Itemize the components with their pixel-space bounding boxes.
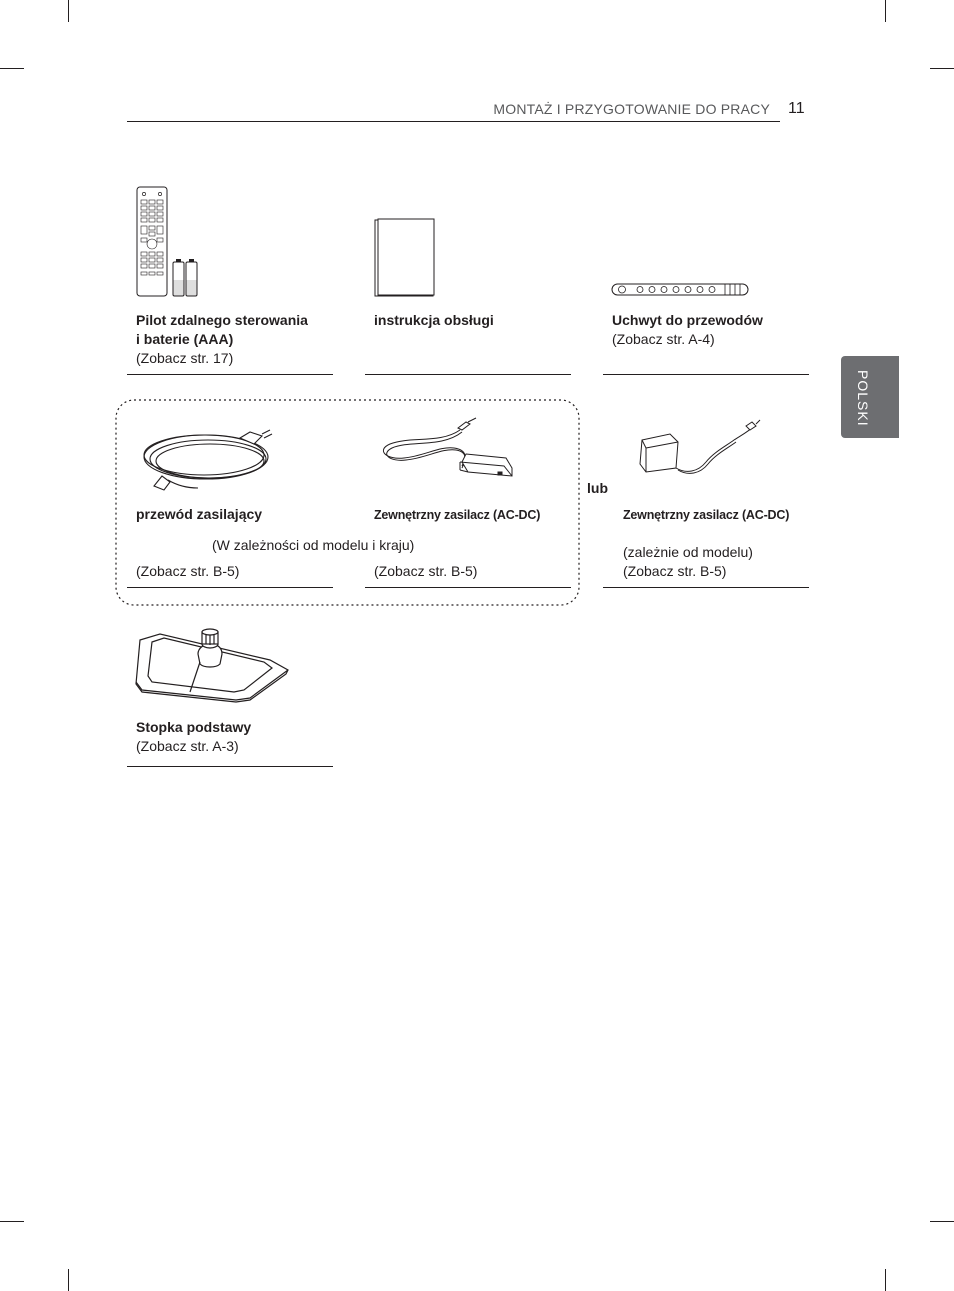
adapter2-title: Zewnętrzny zasilacz (AC-DC): [623, 508, 790, 522]
crop-mark: [885, 1269, 886, 1291]
section-title: MONTAŻ I PRZYGOTOWANIE DO PRACY: [493, 101, 770, 117]
stand-base-illustration: [134, 626, 294, 702]
stand-caption: [136, 718, 336, 756]
manual-rule: [365, 374, 571, 375]
remote-control-illustration: [136, 186, 200, 298]
language-tab-label: POLSKI: [855, 370, 871, 427]
or-label: lub: [587, 480, 608, 496]
stand-ref: (Zobacz str. A-3): [136, 738, 239, 754]
cable-holder-title: Uchwyt do przewodów: [612, 312, 763, 328]
stand-title: Stopka podstawy: [136, 719, 252, 735]
adapter1-rule: [365, 587, 571, 588]
cable-holder-rule: [603, 374, 809, 375]
language-tab: [841, 356, 899, 438]
wall-adapter-illustration: [636, 418, 766, 492]
manual-illustration: [374, 218, 436, 298]
cable-holder-illustration: [611, 282, 751, 298]
adapter2-note-ref: [623, 543, 823, 581]
crop-mark: [68, 1269, 69, 1291]
manual-caption: [374, 311, 574, 330]
adapter2-caption: [623, 505, 823, 525]
adapter2-note: (zależnie od modelu): [623, 544, 753, 560]
adapter2-rule: [603, 587, 809, 588]
crop-mark: [930, 1221, 954, 1222]
ac-dc-adapter-illustration: [380, 418, 514, 484]
power-cord-caption: [136, 505, 336, 524]
cable-holder-caption: [612, 311, 812, 349]
remote-caption: [136, 311, 336, 368]
crop-mark: [0, 1221, 24, 1222]
crop-mark: [0, 68, 24, 69]
adapter1-ref: (Zobacz str. B-5): [374, 563, 478, 579]
group-note: (W zależności od modelu i kraju): [212, 537, 415, 553]
cable-holder-ref: (Zobacz str. A-4): [612, 331, 715, 347]
adapter1-title: Zewnętrzny zasilacz (AC-DC): [374, 508, 541, 522]
power-cord-rule: [127, 587, 333, 588]
power-cord-ref: (Zobacz str. B-5): [136, 563, 240, 579]
power-cord-title: przewód zasilający: [136, 506, 263, 522]
adapter2-ref: (Zobacz str. B-5): [623, 563, 727, 579]
crop-mark: [885, 0, 886, 22]
crop-mark: [930, 68, 954, 69]
remote-title-line2: i baterie (AAA): [136, 331, 234, 347]
power-cord-illustration: [140, 424, 282, 496]
header-rule: [127, 121, 780, 122]
stand-rule: [127, 766, 333, 767]
crop-mark: [68, 0, 69, 22]
remote-ref: (Zobacz str. 17): [136, 350, 234, 366]
remote-title-line1: Pilot zdalnego sterowania: [136, 312, 308, 328]
manual-title: instrukcja obsługi: [374, 312, 494, 328]
remote-rule: [127, 374, 333, 375]
page-number: 11: [788, 100, 805, 117]
adapter1-caption: [374, 505, 574, 525]
